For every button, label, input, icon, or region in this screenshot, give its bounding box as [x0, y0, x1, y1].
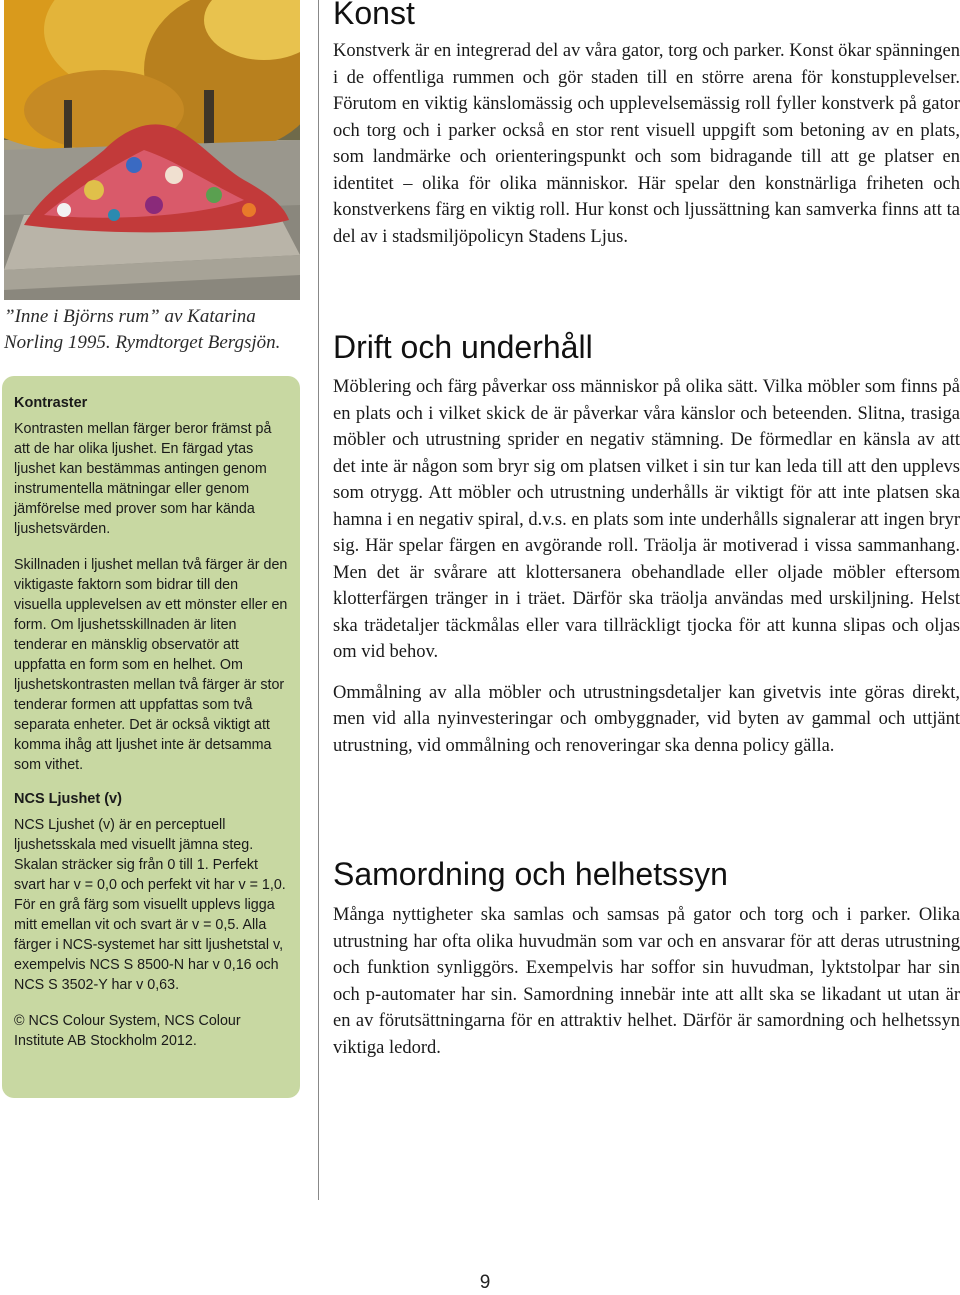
factbox-heading-ncs-ljushet: NCS Ljushet (v) [14, 791, 122, 807]
factbox-paragraph: Skillnaden i ljushet mellan två färger är den viktigaste faktorn som bidrar till den visuella upplevelsen av ett mönster eller en form. Om ljushetsskillnaden är liten tenderar en mänsklig observatör att uppfatta en form som en helhet. Om ljushetskontrasten mellan två färger är stor tenderar formen att uppfattas som två separata enheter. Det är också viktigt att komma ihåg att ljushet inte är detsamma som vithet. [14, 557, 288, 773]
factbox-heading-kontraster: Kontraster [14, 395, 88, 411]
fact-box [2, 376, 300, 1098]
section-heading: Drift och underhåll [333, 329, 593, 365]
photo-caption: ”Inne i Björns rum” av Katarina Norling 1995. Rymdtorget Bergsjön. [4, 306, 281, 353]
page-number: 9 [479, 1272, 491, 1293]
section-paragraph: Ommålning av alla möbler och utrustningsdetaljer kan givetvis inte göras direkt, men vid alla nyinvesteringar och ombyggnader, vid byten av gammal och uttjänt utrustning, vid ommålning och renoveringar ska denna policy gälla. [333, 682, 960, 756]
section-paragraph: Konstverk är en integrerad del av våra gator, torg och parker. Konst ökar spänningen i de offentliga rummen och gör staden till en större arena för konstupplevelser. Förutom en viktig känslomässig och upplevelsemässig roll fyller konstverk på gator och torg och i parker också en stor rent visuell uppgift som betoning av en plats, som landmärke och orienteringspunkt och som bidragande till att ge platser en identitet – olika för olika människor. Här spelar den konstnärliga friheten och konstverkens färg en viktig roll. Hur konst och ljussättning kan samverka finns att ta del av i stadsmiljöpolicyn Stadens Ljus. [333, 41, 960, 247]
factbox-copyright: © NCS Colour System, NCS Colour Institute AB Stockholm 2012. [14, 1013, 241, 1049]
section-samordning [333, 857, 960, 1061]
section-paragraph: Många nyttigheter ska samlas och samsas på gator och torg och i parker. Olika utrustning har ofta olika huvudmän som var och en ansvarar för att deras utrustning och funktion synliggörs. Exempelvis har soffor sin huvudman, lyktstolpar har sin och p-automater har sin. Samordning innebär inte att allt ska se likadant ut utan är en av förutsättningarna för en attraktiv helhet. Därför är samordning och helhetssyn viktiga ledord. [333, 905, 960, 1058]
section-heading: Konst [333, 0, 415, 31]
factbox-paragraph: NCS Ljushet (v) är en perceptuell ljushetsskala med visuellt jämna steg. Skalan sträcker sig från 0 till 1. Perfekt svart har v = 0,0 och perfekt vit har v = 1,0. För en grå färg som visuellt upplevs ligga mitt emellan vit och svart är v = 0,5. Alla färger i NCS-systemet har sitt ljushetstal v, exempelvis NCS S 8500-N har v 0,16 och NCS S 3502-Y har v 0,63. [14, 817, 286, 993]
section-konst [333, 0, 960, 250]
section-paragraph: Möblering och färg påverkar oss människor på olika sätt. Vilka möbler som finns på en plats och i vilket skick de är påverkar våra känslor och beteenden. Slitna, trasiga möbler och utrustning sprider en negativ stämning. De förmedlar en känsla av att det inte är någon som bryr sig om platsen vilket i sin tur kan leda till att den upplevs som otrygg. Att möbler och utrustning underhålls är viktigt för att inte platsen ska hamna i en negativ spiral, d.v.s. en plats som inte underhålls signalerar att ingen bryr sig. Här spelar färgen en avgörande roll. Träolja är motiverad i vissa sammanhang. Men det är svårare att klottersanera obehandlade eller oljade möbler eftersom klotterfärgen tränger in i träet. Därför ska träolja användas med urskiljning. Helst ska trädetaljer täckmålas eller vara tillräckligt tjocka för att kunna slipas och oljas om vid behov. [333, 377, 960, 662]
factbox-paragraph: Kontrasten mellan färger beror främst på att de har olika ljushet. En färgad ytas ljushet kan bestämmas antingen genom instrumentella mätningar eller genom jämförelse med prover som har kända ljushetsvärden. [14, 421, 272, 537]
section-drift-och-underhall [333, 330, 960, 759]
section-heading: Samordning och helhetssyn [333, 856, 728, 892]
column-divider [318, 0, 319, 1200]
sculpture-photo [4, 0, 300, 300]
